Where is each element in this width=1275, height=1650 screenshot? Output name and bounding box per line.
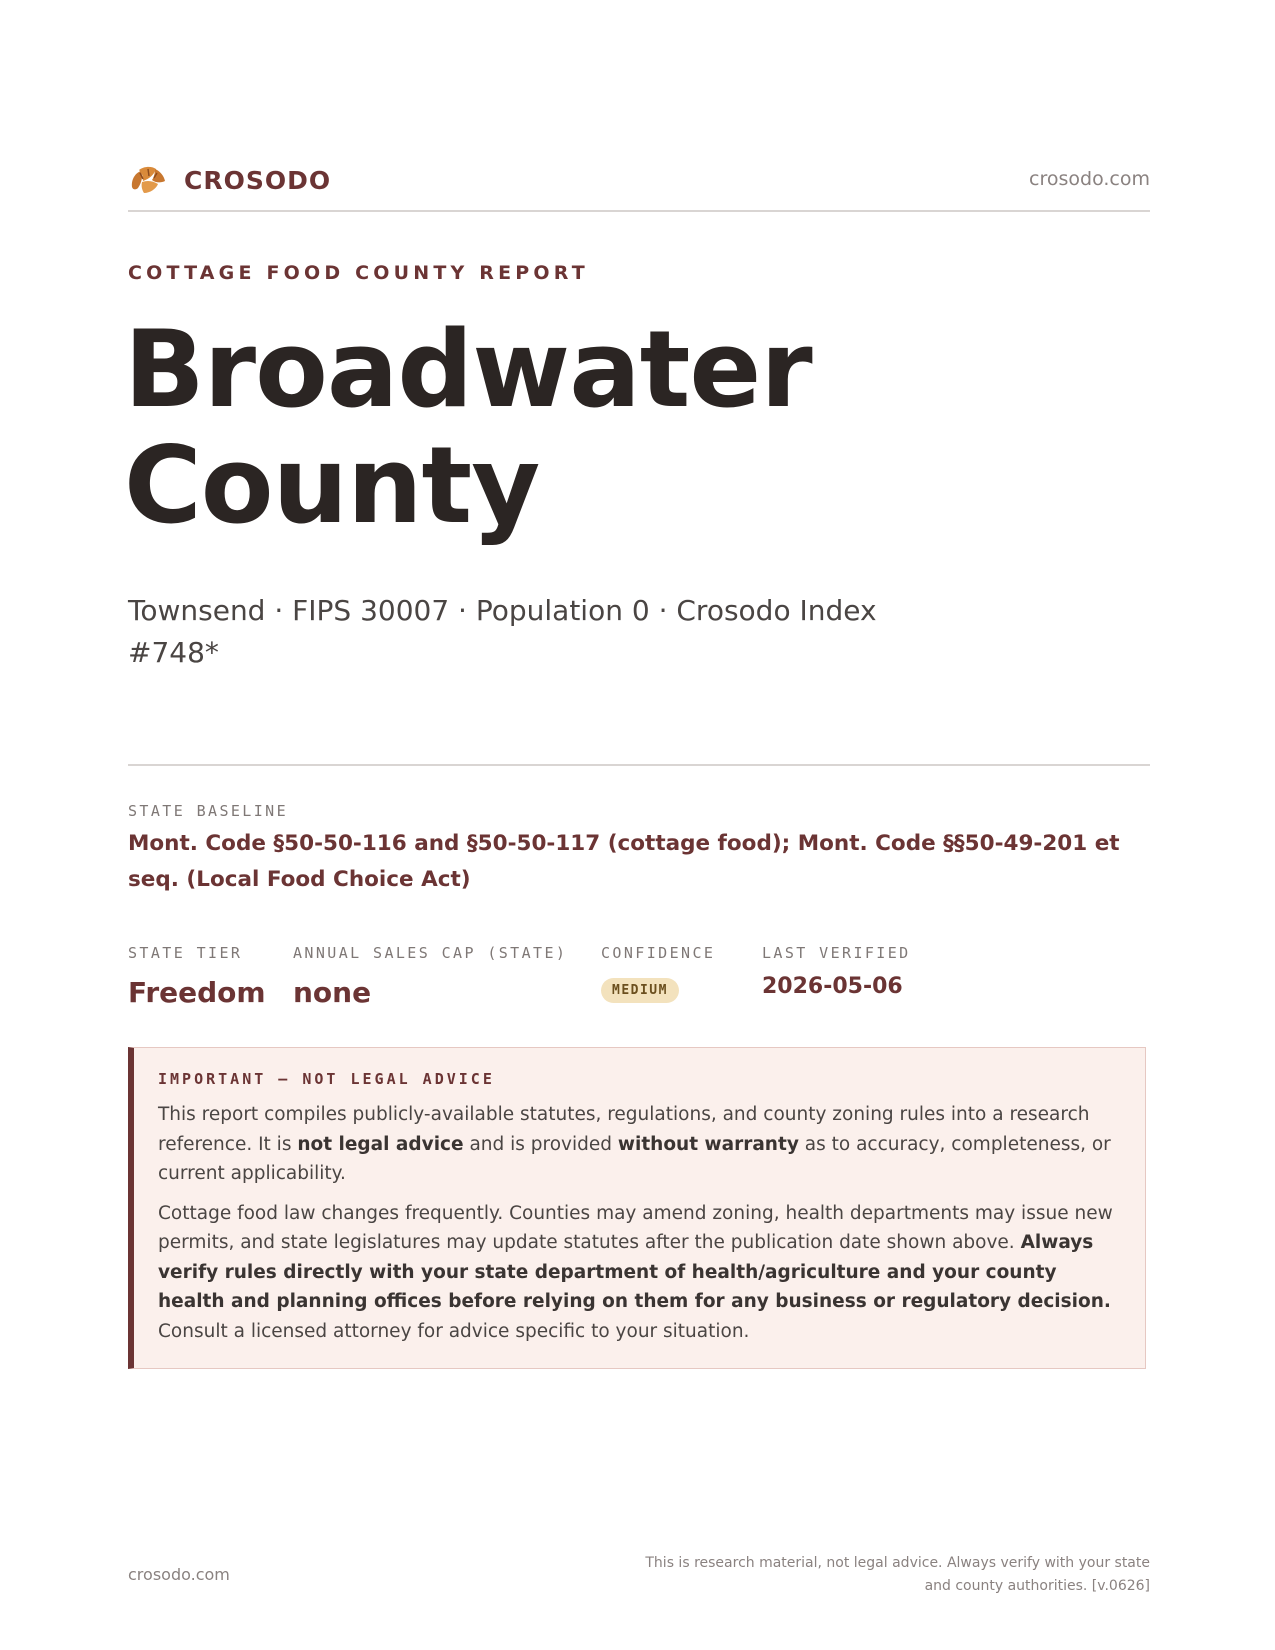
- report-page: [124, 0, 1150, 1650]
- stat-confidence: [601, 944, 715, 1003]
- state-baseline-text: Mont. Code §50-50-116 and §50-50-117 (cottage food); Mont. Code §§50-49-201 et seq. (Local Food Choice Act): [128, 831, 1120, 892]
- legal-notice-title: IMPORTANT — NOT LEGAL ADVICE: [158, 1070, 495, 1088]
- county-title: Broadwater County: [124, 308, 812, 547]
- last-verified-label: LAST VERIFIED: [762, 944, 911, 962]
- report-eyebrow: COTTAGE FOOD COUNTY REPORT: [128, 262, 589, 284]
- brand-name: CROSODO: [184, 165, 332, 195]
- stat-sales-cap: [293, 944, 567, 1009]
- county-subtitle: Townsend · FIPS 30007 · Population 0 · Crosodo Index #748*: [128, 594, 877, 669]
- footer-disclaimer: [590, 1552, 1150, 1598]
- brand-logo[interactable]: [128, 160, 331, 200]
- legal-notice-paragraph-1: This report compiles publicly-available statutes, regulations, and county zoning rules into a research reference. It is not legal advice and is provided without warranty as to accuracy, completeness, or current applicability.: [158, 1104, 1111, 1184]
- state-tier-value: Freedom: [128, 976, 266, 1009]
- confidence-label: CONFIDENCE: [601, 944, 716, 962]
- header-divider: [128, 210, 1150, 212]
- footer-disclaimer-line-1: This is research material, not legal advice. Always verify with your state: [645, 1555, 1150, 1571]
- footer-disclaimer-line-2: and county authorities. [v.0626]: [924, 1578, 1150, 1594]
- stat-state-tier: [128, 944, 266, 1009]
- last-verified-value: 2026-05-06: [762, 974, 903, 999]
- section-divider: [128, 764, 1150, 766]
- confidence-badge: MEDIUM: [601, 978, 679, 1003]
- croissant-icon: [128, 160, 168, 200]
- stat-last-verified: [762, 944, 911, 999]
- header-site-link[interactable]: crosodo.com: [1029, 168, 1150, 190]
- sales-cap-label: ANNUAL SALES CAP (STATE): [293, 944, 568, 962]
- sales-cap-value: none: [293, 976, 372, 1009]
- page-header: [128, 158, 1150, 202]
- state-tier-label: STATE TIER: [128, 944, 243, 962]
- footer-site-link[interactable]: crosodo.com: [128, 1565, 230, 1584]
- state-baseline-label: STATE BASELINE: [128, 802, 289, 820]
- legal-notice: [128, 1047, 1146, 1369]
- legal-notice-paragraph-2: Cottage food law changes frequently. Counties may amend zoning, health departments may issue new permits, and state legislatures may update statutes after the publication date shown above. Always verify rules directly with your state department of health/agriculture and your county health and planning offices before relying on them for any business or regulatory decision. Consult a licensed attorney for advice specific to your situation.: [158, 1202, 1113, 1342]
